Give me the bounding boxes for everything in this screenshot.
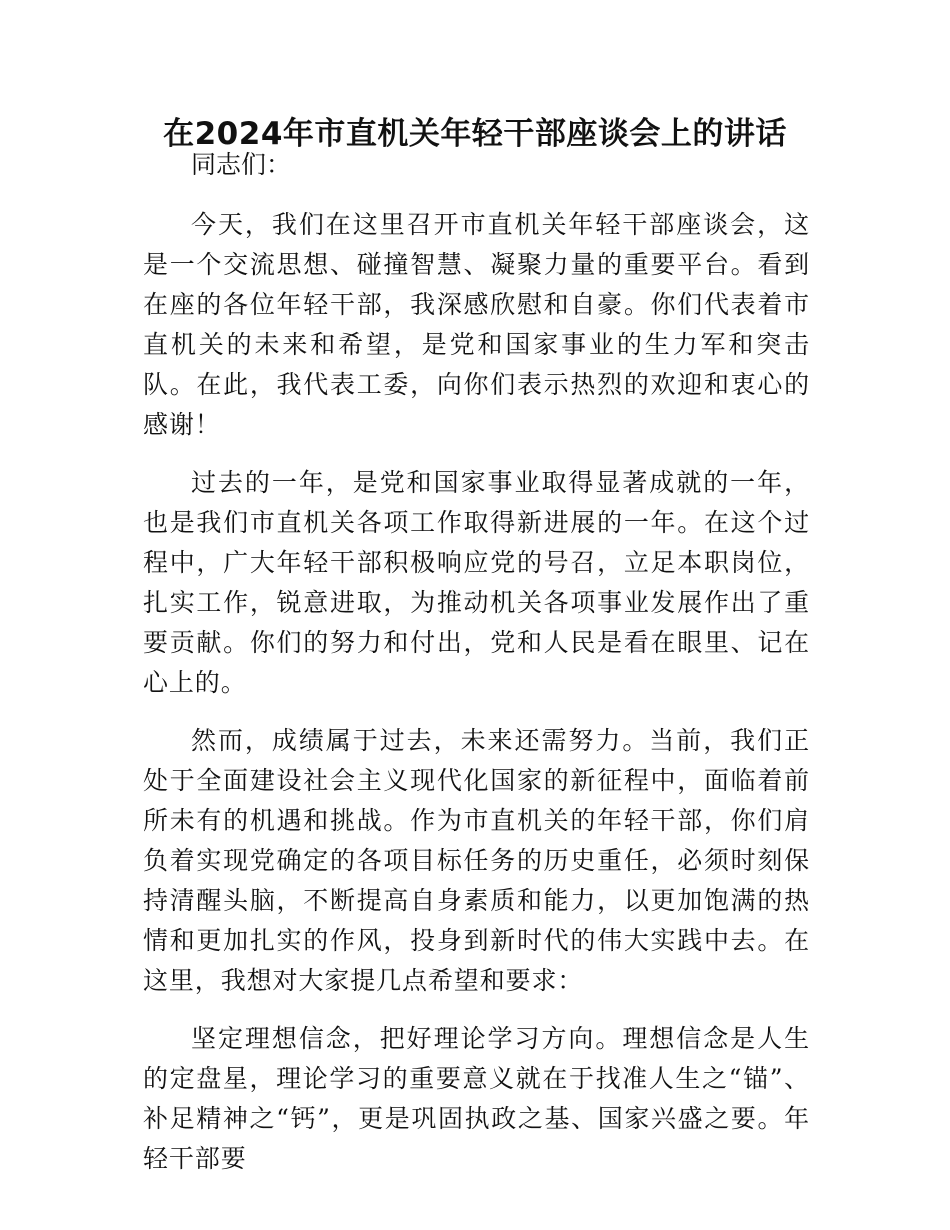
document-title: 在2024年市直机关年轻干部座谈会上的讲话 xyxy=(163,116,787,152)
paragraph-4: 坚定理想信念，把好理论学习方向。理想信念是人生的定盘星，理论学习的重要意义就在于找准人生之“锚”、补足精神之“钙”，更是巩固执政之基、国家兴盛之要。年轻干部要 xyxy=(143,1024,810,1173)
document-body xyxy=(143,145,810,1179)
salutation: 同志们： xyxy=(191,150,292,179)
paragraph-3: 然而，成绩属于过去，未来还需努力。当前，我们正处于全面建设社会主义现代化国家的新征程中，面临着前所未有的机遇和挑战。作为市直机关的年轻干部，你们肩负着实现党确定的各项目标任务的历史重任，必须时刻保持清醒头脑，不断提高自身素质和能力，以更加饱满的热情和更加扎实的作风，投身到新时代的伟大实践中去。在这里，我想对大家提几点希望和要求： xyxy=(143,726,810,995)
paragraph-2: 过去的一年，是党和国家事业取得显著成就的一年，也是我们市直机关各项工作取得新进展的一年。在这个过程中，广大年轻干部积极响应党的号召，立足本职岗位，扎实工作，锐意进取，为推动机关各项事业发展作出了重要贡献。你们的努力和付出，党和人民是看在眼里、记在心上的。 xyxy=(143,468,810,697)
paragraph-1: 今天，我们在这里召开市直机关年轻干部座谈会，这是一个交流思想、碰撞智慧、凝聚力量的重要平台。看到在座的各位年轻干部，我深感欣慰和自豪。你们代表着市直机关的未来和希望，是党和国家事业的生力军和突击队。在此，我代表工委，向你们表示热烈的欢迎和衷心的感谢！ xyxy=(143,210,810,439)
